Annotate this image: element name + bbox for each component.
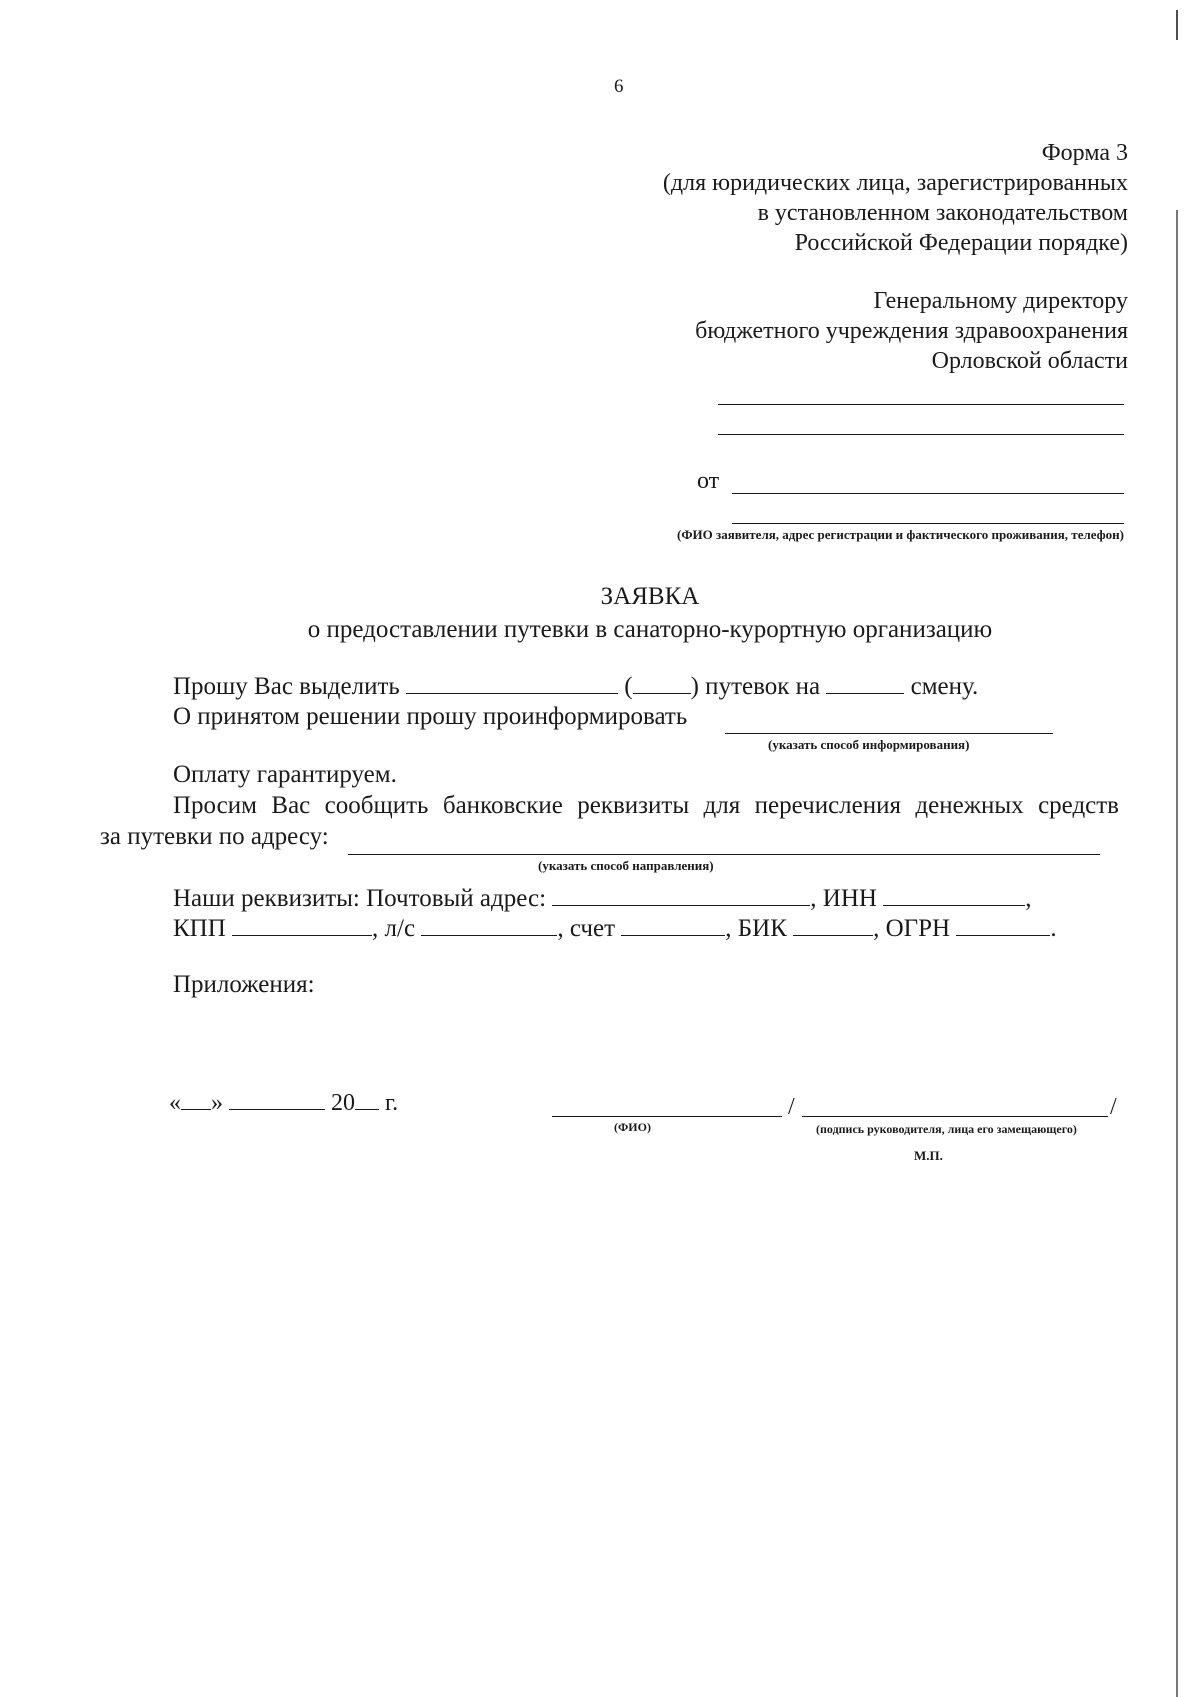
ls-blank: [421, 915, 557, 936]
fio-caption: (ФИО): [614, 1120, 651, 1134]
stamp-label: М.П.: [914, 1148, 943, 1163]
request-line: [173, 672, 978, 702]
requisites-label: Наши реквизиты: Почтовый адрес:: [173, 885, 547, 912]
addressee-line2: бюджетного учреждения здравоохранения: [695, 318, 1128, 344]
bik-blank: [793, 915, 873, 936]
addressee-line3: Орловской области: [931, 348, 1128, 374]
inform-caption: (указать способ информирования): [768, 737, 970, 752]
form-label: Форма 3: [1041, 140, 1128, 166]
request-text-part1: Прошу Вас выделить: [173, 673, 400, 700]
document-title: ЗАЯВКА: [600, 583, 700, 610]
ogrn-label: , ОГРН: [873, 915, 951, 942]
form-header-line2: в установленном законодательством: [757, 200, 1128, 226]
addressee-line1: Генеральному директору: [873, 288, 1128, 314]
postal-address-blank: [552, 885, 810, 906]
year-prefix: 20: [331, 1090, 355, 1116]
attachments-label: Приложения:: [173, 971, 315, 998]
form-header-line1: (для юридических лица, зарегистрированных: [662, 170, 1128, 196]
signature-blank: [802, 1116, 1108, 1117]
inn-label: , ИНН: [810, 885, 877, 912]
payment-guarantee: Оплату гарантируем.: [173, 761, 397, 788]
inform-method-blank: [725, 733, 1053, 734]
request-text-part4: смену.: [910, 673, 979, 700]
bank-request-line1: [173, 791, 1119, 821]
signature-caption: (подпись руководителя, лица его замещающего): [816, 1122, 1077, 1136]
voucher-count-words-blank: [633, 673, 691, 694]
account-label: , счет: [557, 915, 616, 942]
from-caption: (ФИО заявителя, адрес регистрации и фактического проживания, телефон): [677, 527, 1124, 542]
request-text-part3: ) путевок на: [690, 673, 821, 700]
date-open-quote: «: [169, 1090, 181, 1116]
shift-blank: [826, 673, 904, 694]
address-blank: [348, 854, 1100, 855]
from-blank-line1: [732, 493, 1124, 494]
document-subtitle: о предоставлении путевки в санаторно-курортную организацию: [307, 616, 993, 643]
inn-blank: [883, 885, 1025, 906]
address-caption: (указать способ направления): [538, 858, 714, 873]
ogrn-period: .: [1050, 915, 1057, 942]
addressee-blank-line1: [718, 404, 1124, 405]
scan-edge-mark: [1176, 10, 1178, 1697]
inform-text: О принятом решении прошу проинформировать: [173, 703, 688, 730]
form-header-line3: Российской Федерации порядке): [794, 230, 1128, 256]
from-blank-line2: [732, 523, 1124, 524]
fio-blank: [552, 1116, 782, 1117]
account-blank: [621, 915, 725, 936]
year-blank: [355, 1089, 379, 1110]
from-label: от: [697, 468, 720, 494]
voucher-count-blank: [406, 673, 618, 694]
signature-slash-right: /: [1110, 1094, 1117, 1120]
request-text-part2: (: [624, 673, 633, 700]
signature-slash-left: /: [788, 1094, 795, 1120]
date-block: [169, 1088, 398, 1118]
bank-request-text: Просим Вас сообщить банковские реквизиты для перечисления денежных средств: [173, 792, 1119, 819]
page-number: 6: [614, 76, 624, 97]
kpp-label: КПП: [173, 915, 226, 942]
kpp-blank: [232, 915, 372, 936]
month-blank: [229, 1089, 325, 1110]
requisites-line1: [173, 884, 1031, 914]
ogrn-blank: [956, 915, 1050, 936]
date-close-quote: »: [211, 1090, 223, 1116]
day-blank: [181, 1089, 211, 1110]
requisites-line2: [173, 914, 1057, 944]
bank-request-line2: за путевки по адресу:: [100, 823, 329, 850]
inn-comma: ,: [1025, 885, 1032, 912]
bik-label: , БИК: [725, 915, 787, 942]
year-suffix: г.: [385, 1090, 399, 1116]
ls-label: , л/с: [372, 915, 416, 942]
addressee-blank-line2: [718, 434, 1124, 435]
